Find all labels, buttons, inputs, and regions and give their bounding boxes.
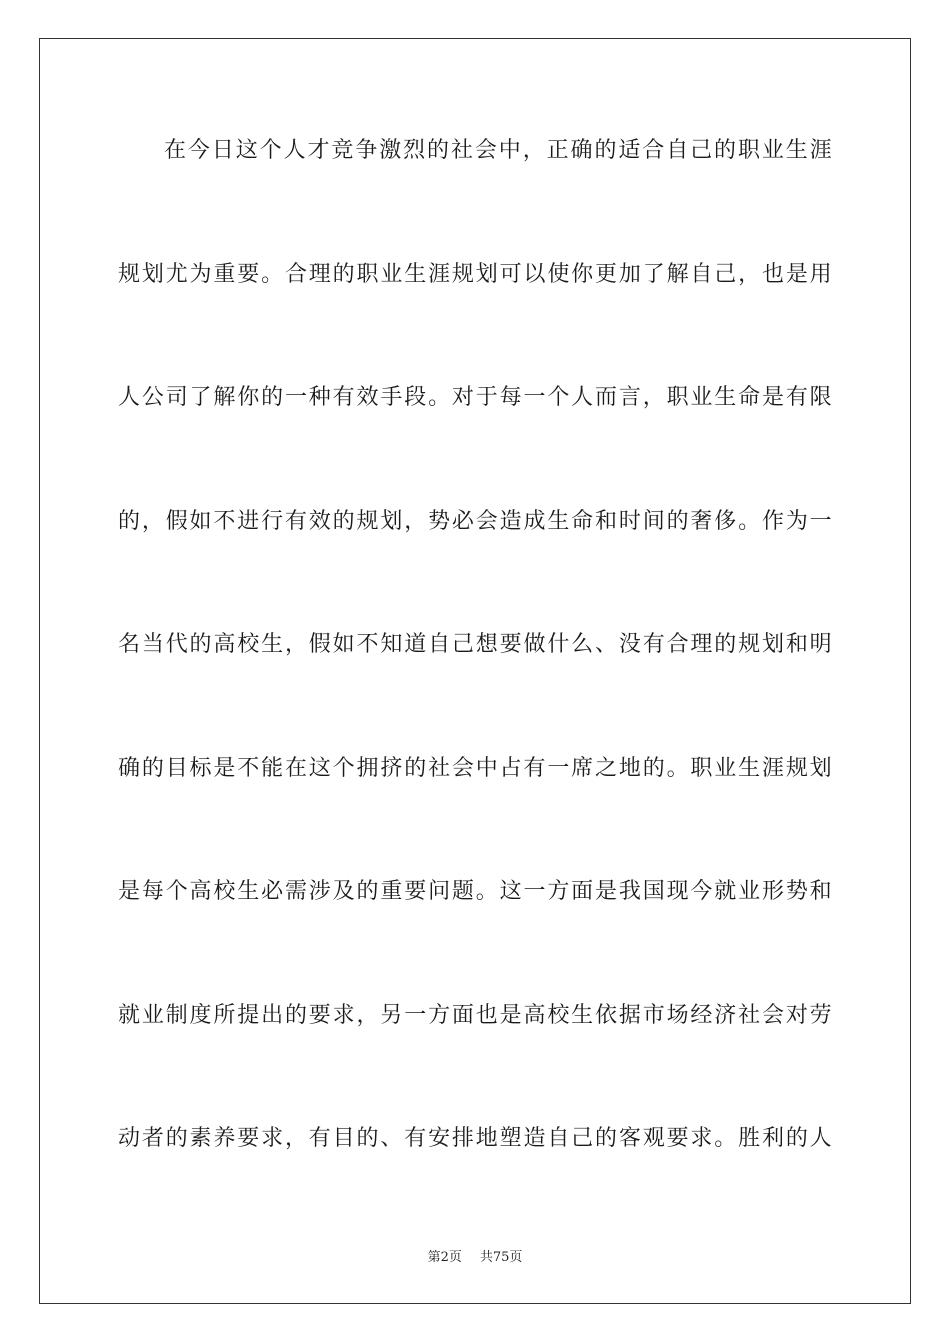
text-line: 是每个高校生必需涉及的重要问题。这一方面是我国现今就业形势和 [118, 879, 832, 904]
text-line: 的，假如不进行有效的规划，势必会造成生命和时间的奢侈。作为一 [118, 508, 832, 534]
total-pages: 共75页 [479, 1250, 523, 1265]
text-line: 规划尤为重要。合理的职业生涯规划可以使你更加了解自己，也是用 [118, 261, 832, 287]
text-line: 就业制度所提出的要求，另一方面也是高校生依据市场经济社会对劳 [118, 1002, 832, 1028]
page-footer [0, 1246, 950, 1265]
text-line: 确的目标是不能在这个拥挤的社会中占有一席之地的。职业生涯规划 [118, 755, 832, 781]
text-line: 动者的素养要求，有目的、有安排地塑造自己的客观要求。胜利的人 [118, 1126, 832, 1151]
page-number: 第2页 [427, 1250, 462, 1265]
text-line: 人公司了解你的一种有效手段。对于每一个人而言，职业生命是有限 [118, 385, 832, 410]
text-line: 名当代的高校生，假如不知道自己想要做什么、没有合理的规划和明 [118, 632, 832, 657]
document-body [118, 126, 832, 1238]
text-line: 在今日这个人才竞争激烈的社会中，正确的适合自己的职业生涯 [164, 138, 832, 163]
